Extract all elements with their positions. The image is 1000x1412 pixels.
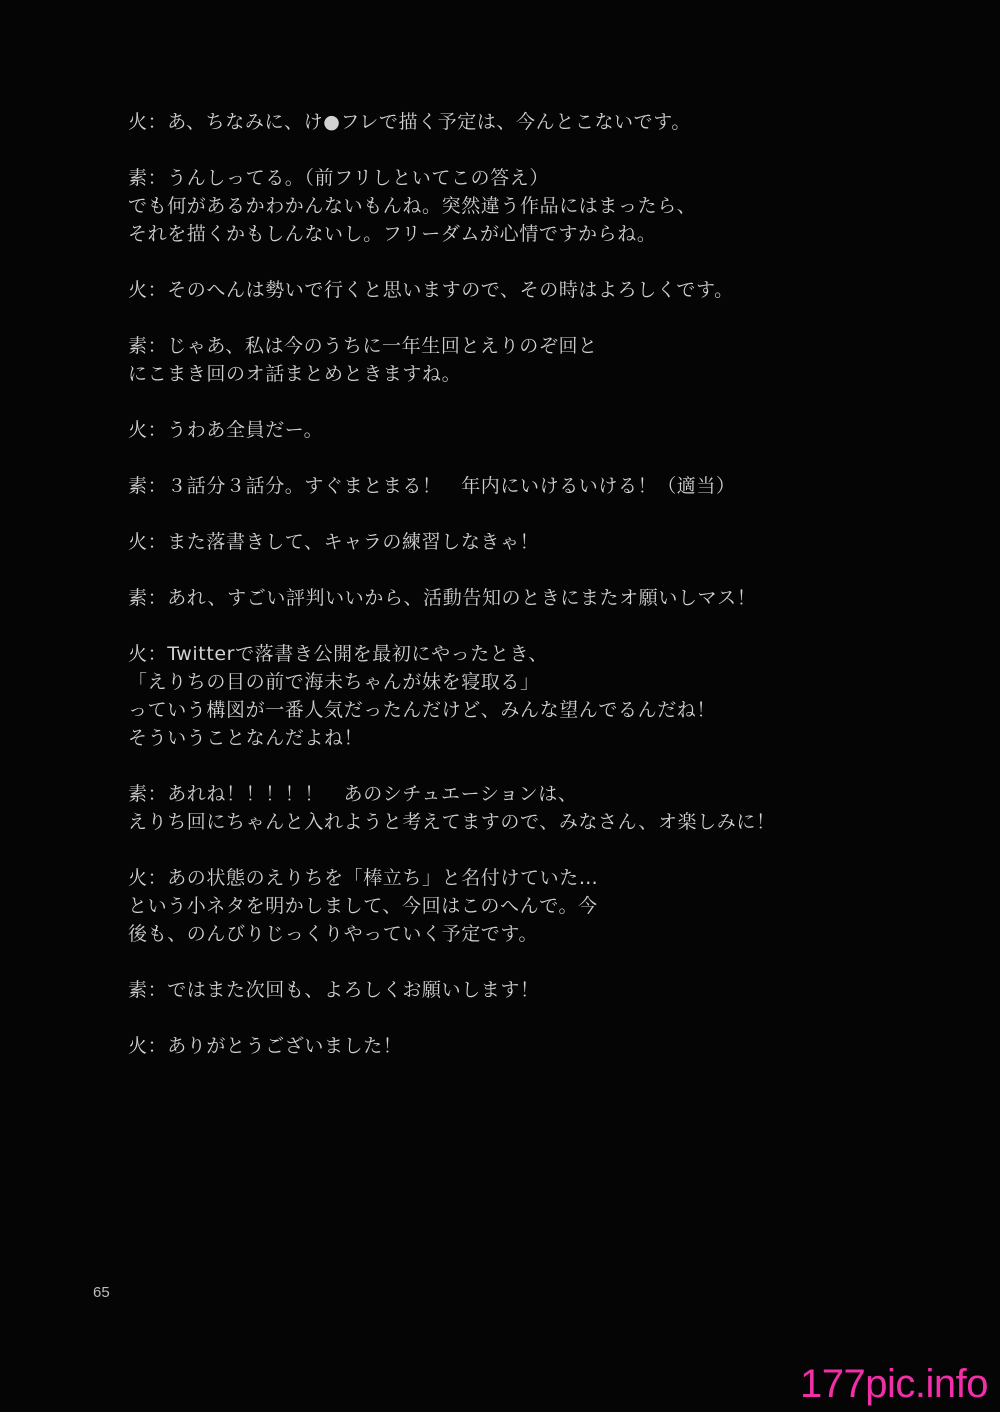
- dialogue-line: 火：また落書きして、キャラの練習しなきゃ！: [128, 531, 540, 553]
- dialogue-line: そういうことなんだよね！: [128, 727, 364, 749]
- dialogue-line: それを描くかもしんないし。フリーダムが心情ですからね。: [128, 223, 657, 245]
- dialogue-entry: [128, 164, 948, 248]
- dialogue-line: 火：Twitterで落書き公開を最初にやったとき、: [128, 643, 548, 665]
- dialogue-line: 火：あの状態のえりちを「棒立ち」と名付けていた…: [128, 867, 599, 889]
- dialogue-entry: [128, 528, 948, 556]
- dialogue-line: 火：あ、ちなみに、け●フレで描く予定は、今んとこないです。: [128, 111, 691, 133]
- dialogue-entry: [128, 976, 948, 1004]
- dialogue-entry: [128, 780, 948, 836]
- dialogue-line: っていう構図が一番人気だったんだけど、みんな望んでるんだね！: [128, 699, 717, 721]
- dialogue-entry: [128, 108, 948, 136]
- dialogue-entry: [128, 640, 948, 752]
- dialogue-entry: [128, 276, 948, 304]
- dialogue-line: 素：あれ、すごい評判いいから、活動告知のときにまたオ願いしマス！: [128, 587, 757, 609]
- dialogue-line: にこまき回のオ話まとめときますね。: [128, 363, 462, 385]
- dialogue-line: 素：３話分３話分。すぐまとまる！ 年内にいけるいける！（適当）: [128, 475, 736, 497]
- dialogue-block: [128, 108, 948, 1088]
- dialogue-line: 素：うんしってる。（前フリしといてこの答え）: [128, 167, 549, 189]
- dialogue-line: 火：そのへんは勢いで行くと思いますので、その時はよろしくです。: [128, 279, 734, 301]
- dialogue-line: という小ネタを明かしまして、今回はこのへんで。今: [128, 895, 598, 917]
- dialogue-line: 後も、のんびりじっくりやっていく予定です。: [128, 923, 539, 945]
- dialogue-line: 火：うわあ全員だー。: [128, 419, 324, 441]
- dialogue-entry: [128, 1032, 948, 1060]
- dialogue-line: 素：ではまた次回も、よろしくお願いします！: [128, 979, 540, 1001]
- dialogue-entry: [128, 332, 948, 388]
- dialogue-entry: [128, 472, 948, 500]
- dialogue-entry: [128, 864, 948, 948]
- page-number: 65: [93, 1284, 110, 1301]
- dialogue-entry: [128, 416, 948, 444]
- dialogue-line: 火：ありがとうございました！: [128, 1035, 403, 1057]
- watermark-text: 177pic.info: [800, 1362, 988, 1406]
- dialogue-line: 素：あれね！！！！！ あのシチュエーションは、: [128, 783, 578, 805]
- dialogue-line: でも何があるかわかんないもんね。突然違う作品にはまったら、: [128, 195, 697, 217]
- dialogue-line: 「えりちの目の前で海未ちゃんが妹を寝取る」: [128, 671, 540, 693]
- dialogue-line: 素：じゃあ、私は今のうちに一年生回とえりのぞ回と: [128, 335, 598, 357]
- dialogue-entry: [128, 584, 948, 612]
- dialogue-line: えりち回にちゃんと入れようと考えてますので、みなさん、オ楽しみに！: [128, 811, 776, 833]
